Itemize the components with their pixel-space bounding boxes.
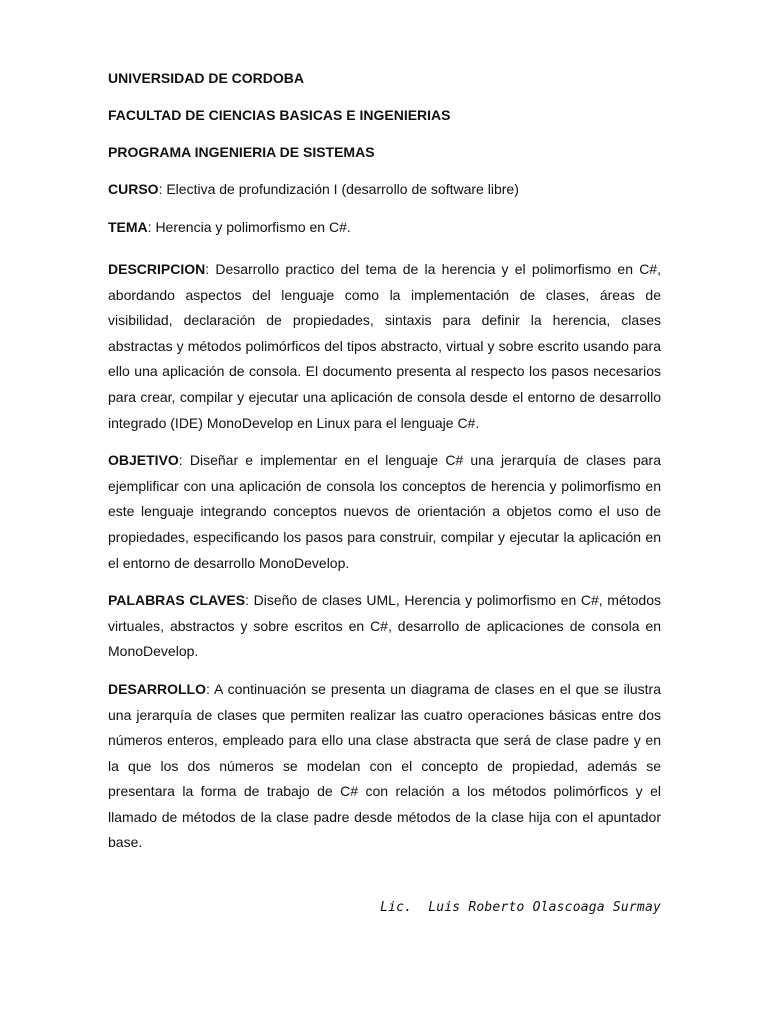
tema-value: : Herencia y polimorfismo en C#. bbox=[147, 219, 351, 235]
university-heading: UNIVERSIDAD DE CORDOBA bbox=[108, 70, 305, 86]
curso-field bbox=[108, 181, 661, 219]
objetivo-paragraph bbox=[108, 448, 661, 576]
palabras-claves-text: : Diseño de clases UML, Herencia y polimorfismo en C#, métodos virtuales, abstractos y sobre escritos en C#, desarrollo de aplicaciones de consola en MonoDevelop. bbox=[108, 592, 661, 660]
paragraph-spacer bbox=[108, 665, 661, 677]
paragraph-spacer bbox=[108, 436, 661, 448]
desarrollo-paragraph bbox=[108, 677, 661, 856]
desarrollo-text: : A continuación se presenta un diagrama de clases en el que se ilustra una jerarquía de clases que permiten realizar las cuatro operaciones básicas entre dos números enteros, empleado para ello una clase abstracta que será de clase padre y en la que los dos números se modelan con el concepto de propiedad, además se presentara la forma de trabajo de C# con relación a los métodos polimórficos y el llamado de métodos de la clase padre desde métodos de la clase hija con el apuntador base. bbox=[108, 680, 661, 851]
tema-label: TEMA bbox=[108, 219, 148, 235]
curso-value: : Electiva de profundización I (desarrollo de software libre) bbox=[158, 181, 519, 197]
program-heading: PROGRAMA INGENIERIA DE SISTEMAS bbox=[108, 144, 375, 160]
objetivo-text: : Diseñar e implementar en el lenguaje C# una jerarquía de clases para ejemplificar con una aplicación de consola los conceptos de herencia y polimorfismo en este lenguaje integrando conceptos nuevos de orientación a objetos como el uso de propiedades, especificando los pasos para construir, compilar y ejecutar la aplicación en el entorno de desarrollo MonoDevelop. bbox=[108, 452, 661, 571]
palabras-claves-label: PALABRAS CLAVES bbox=[108, 592, 246, 609]
desarrollo-label: DESARROLLO bbox=[108, 680, 206, 697]
paragraph-spacer bbox=[108, 576, 661, 588]
author-signature: Lic. Luis Roberto Olascoaga Surmay bbox=[380, 900, 661, 915]
objetivo-label: OBJETIVO bbox=[108, 452, 179, 469]
curso-label: CURSO bbox=[108, 181, 159, 197]
descripcion-paragraph bbox=[108, 257, 661, 436]
tema-field bbox=[108, 219, 661, 257]
document-body bbox=[108, 70, 661, 856]
palabras-claves-paragraph bbox=[108, 588, 661, 665]
descripcion-text: : Desarrollo practico del tema de la herencia y el polimorfismo en C#, abordando aspectos del lenguaje como la implementación de clases, áreas de visibilidad, declaración de propiedades, sintaxis para definir la herencia, clases abstractas y métodos polimórficos del tipos abstracto, virtual y sobre escrito usando para ello una aplicación de consola. El documento presenta al respecto los pasos necesarios para crear, compilar y ejecutar una aplicación de consola desde el entorno de desarrollo integrado (IDE) MonoDevelop en Linux para el lenguaje C#. bbox=[108, 261, 661, 431]
descripcion-label: DESCRIPCION bbox=[108, 261, 206, 277]
faculty-heading: FACULTAD DE CIENCIAS BASICAS E INGENIERIAS bbox=[108, 107, 451, 123]
